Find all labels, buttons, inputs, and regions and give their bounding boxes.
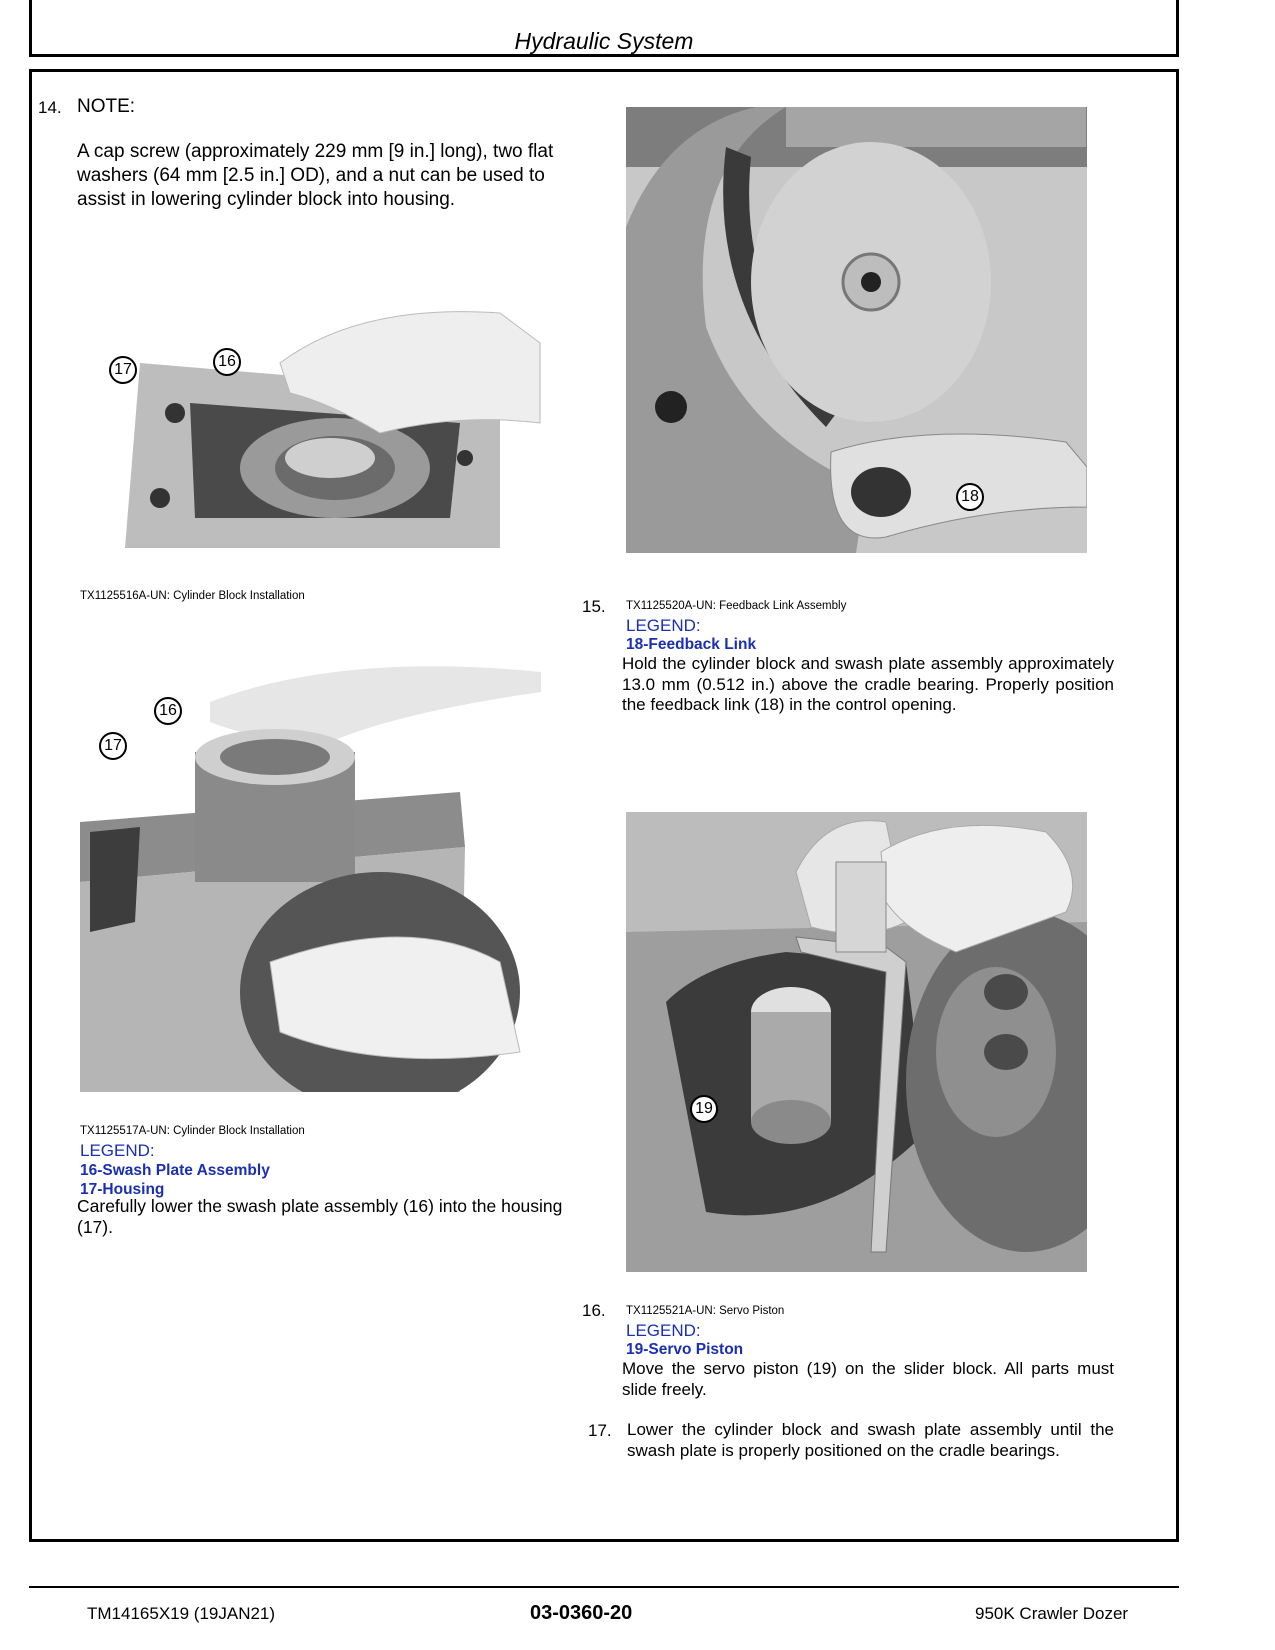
figure-1-caption: TX1125516A-UN: Cylinder Block Installation <box>80 590 305 602</box>
step-17-text: Lower the cylinder block and swash plate assembly until the swash plate is properly positioned on the cradle bearings. <box>627 1420 1114 1460</box>
callout-16: 16 <box>213 348 241 376</box>
figure-2-caption: TX1125517A-UN: Cylinder Block Installation <box>80 1125 305 1137</box>
callout-17: 17 <box>99 732 127 760</box>
legend-item-19: 19-Servo Piston <box>626 1341 744 1358</box>
footer-page-number: 03-0360-20 <box>530 1602 633 1624</box>
page-title: Hydraulic System <box>514 28 694 54</box>
figure-feedback-link <box>626 107 1087 553</box>
footer-doc-id: TM14165X19 (19JAN21) <box>87 1604 276 1623</box>
step-16-text: Move the servo piston (19) on the slider block. All parts must slide freely. <box>622 1359 1114 1399</box>
note-text: A cap screw (approximately 229 mm [9 in.] long), two flat washers (64 mm [2.5 in.] OD), and a nut can be used to assist in lowering cylinder block into housing. <box>77 141 554 210</box>
step-16-number: 16. <box>582 1301 606 1320</box>
legend-item-18: 18-Feedback Link <box>626 636 757 653</box>
callout-17: 17 <box>109 356 137 384</box>
callout-18: 18 <box>956 483 984 511</box>
step-14-text: Carefully lower the swash plate assembly (16) into the housing (17). <box>77 1196 563 1237</box>
callout-19: 19 <box>690 1095 718 1123</box>
figure-4-caption: TX1125521A-UN: Servo Piston <box>626 1305 785 1317</box>
footer-divider <box>29 1586 1179 1588</box>
callout-16: 16 <box>154 697 182 725</box>
figure-servo-piston <box>626 812 1087 1272</box>
step-17-number: 17. <box>588 1421 612 1440</box>
figure-cylinder-block-2 <box>80 632 541 1092</box>
legend-title: LEGEND: <box>626 1321 701 1340</box>
footer-product: 950K Crawler Dozer <box>975 1604 1129 1623</box>
legend-title: LEGEND: <box>626 616 701 635</box>
step-15-text: Hold the cylinder block and swash plate assembly approximately 13.0 mm (0.512 in.) above the cradle bearing. Properly position the feedback link (18) in the control opening. <box>622 654 1114 714</box>
legend-title: LEGEND: <box>80 1141 155 1160</box>
legend-item-16: 16-Swash Plate Assembly <box>80 1162 270 1179</box>
legend-item-17: 17-Housing <box>80 1181 165 1198</box>
figure-cylinder-block-1 <box>80 283 541 559</box>
note-label: NOTE: <box>77 96 136 117</box>
step-14-number: 14. <box>38 98 62 117</box>
step-15-number: 15. <box>582 597 606 616</box>
figure-3-caption: TX1125520A-UN: Feedback Link Assembly <box>626 600 847 612</box>
